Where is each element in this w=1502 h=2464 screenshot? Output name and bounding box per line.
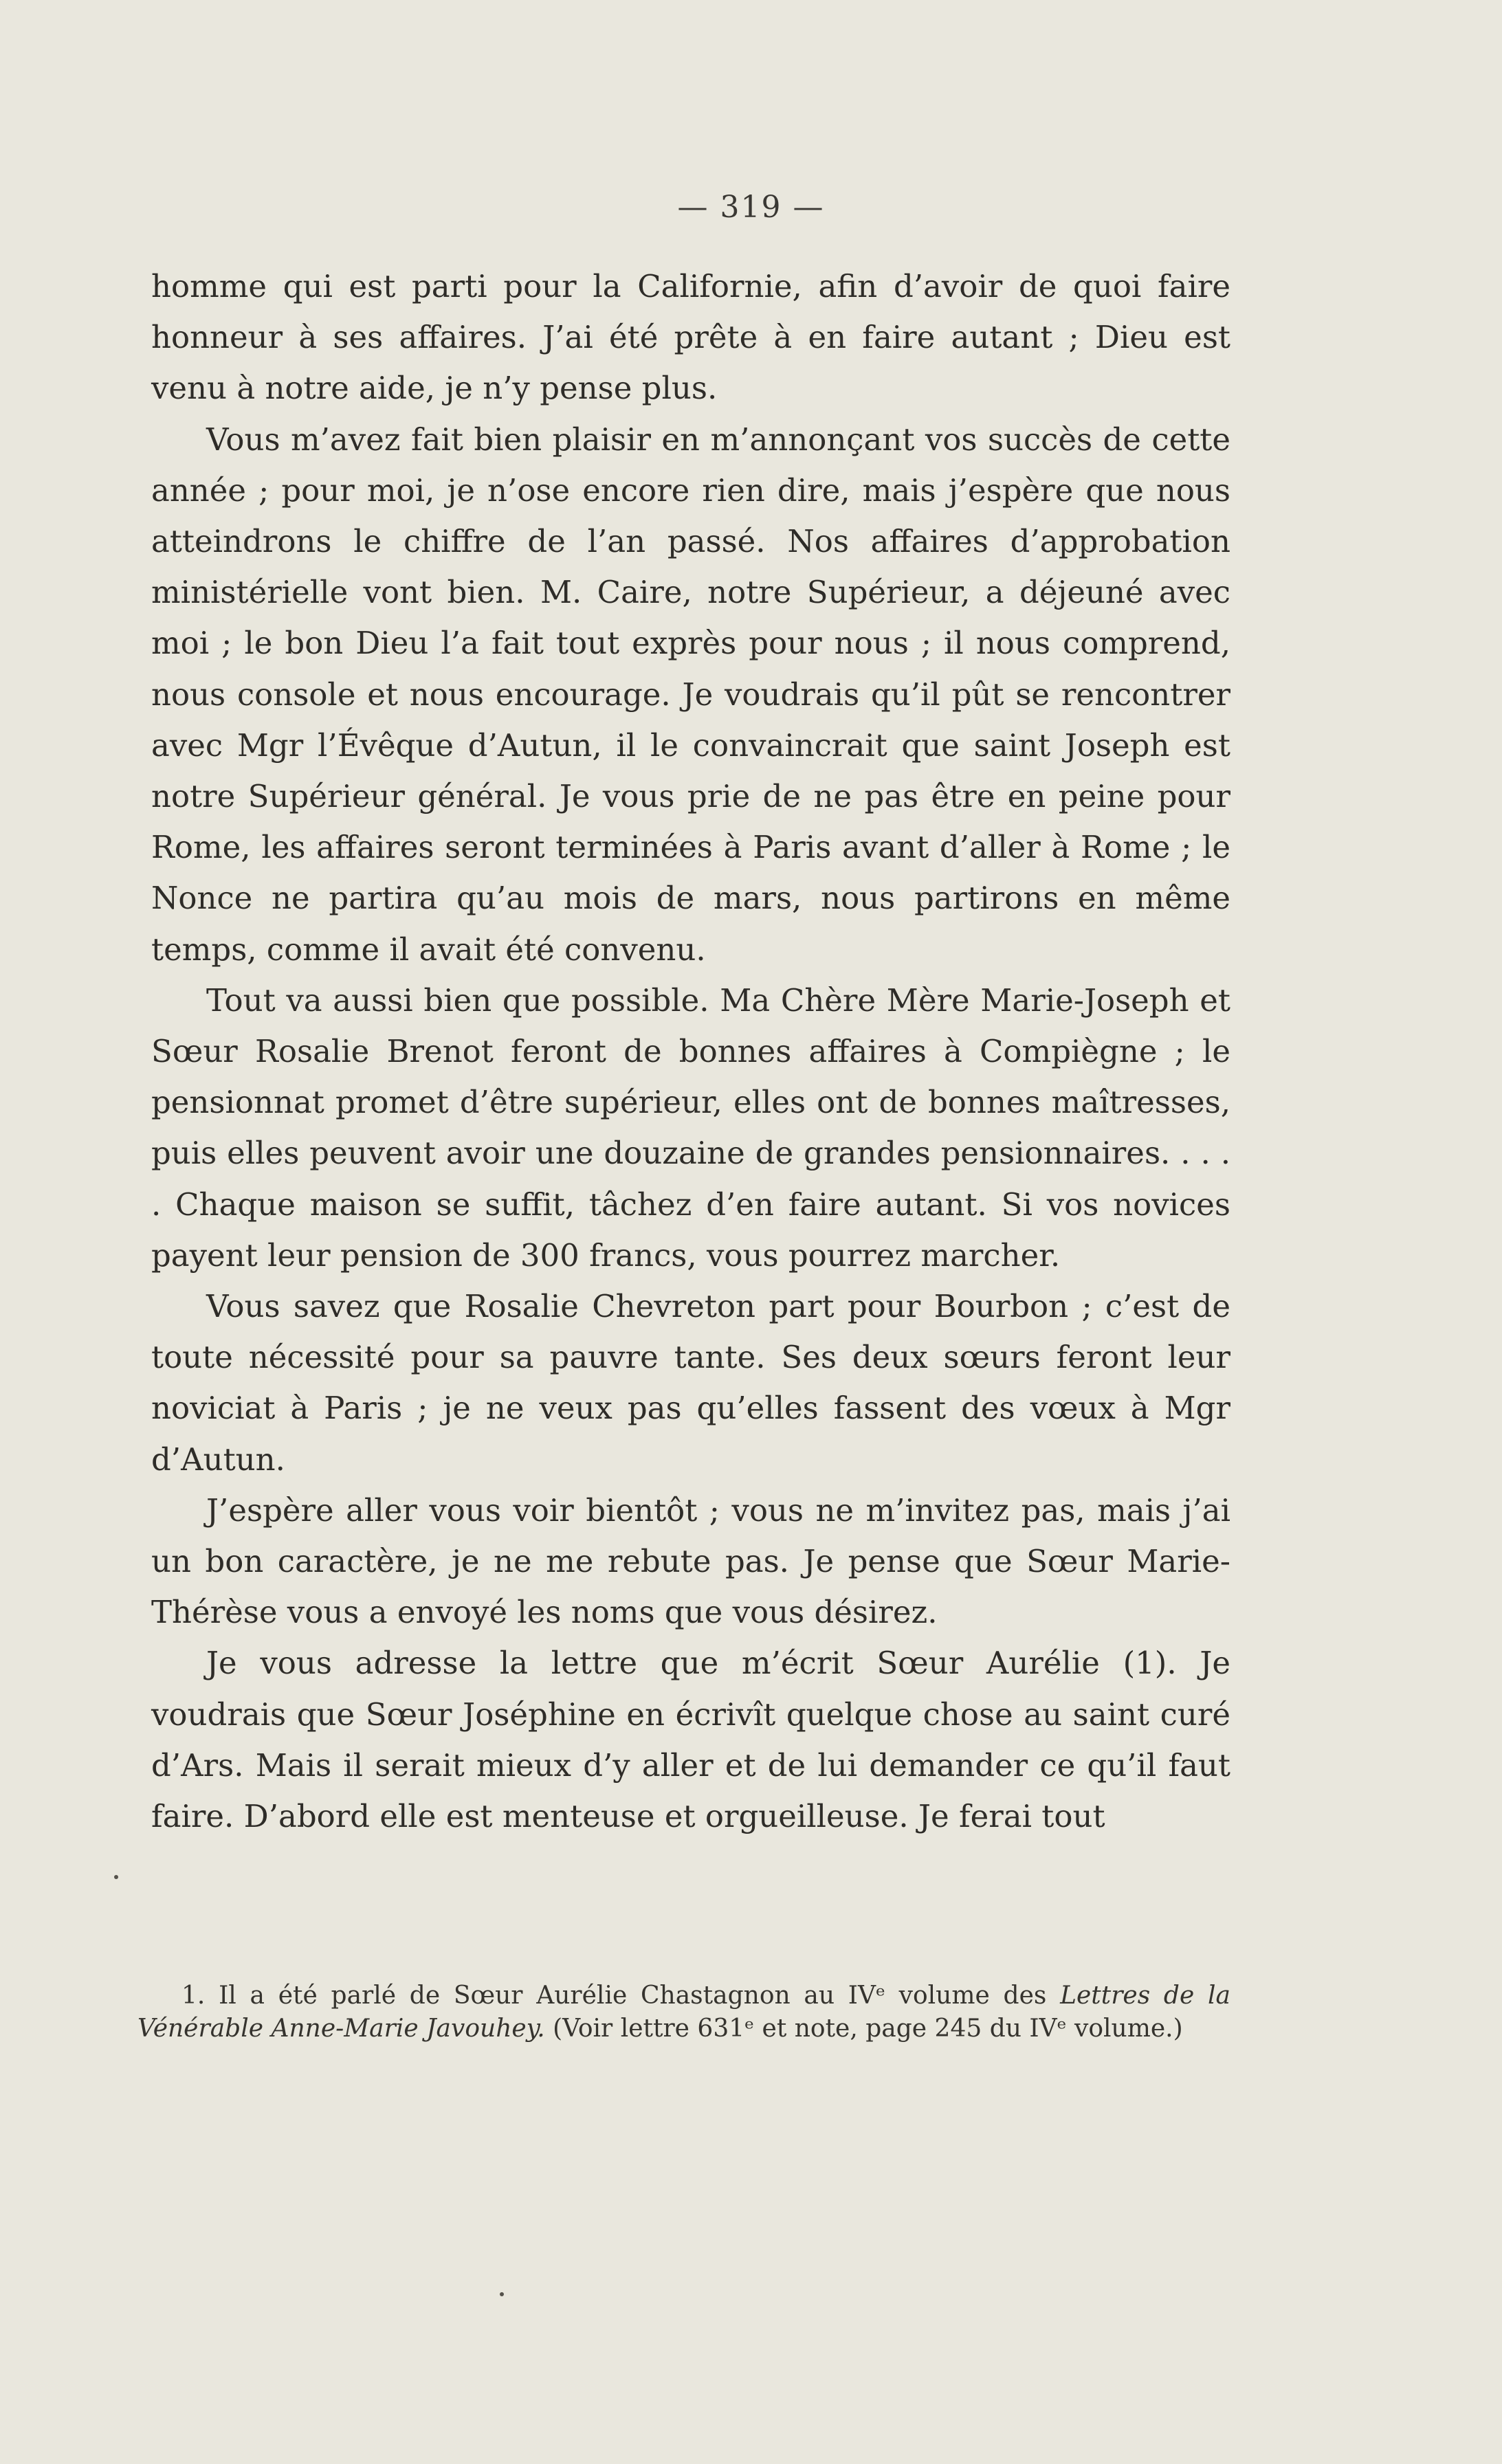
paragraph: Tout va aussi bien que possible. Ma Chère Mère Marie-Joseph et Sœur Rosalie Brenot feront de bonnes affaires à Compiègne ; le pensionnat promet d’être supérieur, elles ont de bonnes maîtresses, puis elles peuvent avoir une douzaine de grandes pensionnaires. . . . . Chaque maison se suffit, tâchez d’en faire autant. Si vos novices payent leur pension de 300 francs, vous pourrez marcher. bbox=[151, 981, 1230, 1274]
footnote bbox=[137, 1979, 1230, 2045]
paper-speck bbox=[114, 1875, 118, 1879]
footnote-text bbox=[137, 1979, 1230, 2045]
paper-speck bbox=[500, 2292, 504, 2296]
body-text bbox=[151, 261, 1230, 1842]
footnote-tail: (Voir lettre 631ᵉ et note, page 245 du IVᵉ volume.) bbox=[544, 2015, 1183, 2043]
paragraph: Vous m’avez fait bien plaisir en m’annonçant vos succès de cette année ; pour moi, je n’ose encore rien dire, mais j’espère que nous atteindrons le chiffre de l’an passé. Nos affaires d’approbation ministérielle vont bien. M. Caire, notre Supérieur, a déjeuné avec moi ; le bon Dieu l’a fait tout exprès pour nous ; il nous comprend, nous console et nous encourage. Je voudrais qu’il pût se rencontrer avec Mgr l’Évêque d’Autun, il le convaincrait que saint Joseph est notre Supérieur général. Je vous prie de ne pas être en peine pour Rome, les affaires seront terminées à Paris avant d’aller à Rome ; le Nonce ne partira qu’au mois de mars, nous partirons en même temps, comme il avait été convenu. bbox=[151, 421, 1230, 968]
paragraph-continued: homme qui est parti pour la Californie, afin d’avoir de quoi faire honneur à ses affaires. J’ai été prête à en faire autant ; Dieu est venu à notre aide, je n’y pense plus. bbox=[151, 268, 1230, 407]
footnote-book-title: Lettres de la Vénérable Anne-Marie Javouhey. bbox=[137, 1982, 1230, 2043]
paragraph: Je vous adresse la lettre que m’écrit Sœur Aurélie (1). Je voudrais que Sœur Joséphine en écrivît quelque chose au saint curé d’Ars. Mais il serait mieux d’y aller et de lui demander ce qu’il faut faire. D’abord elle est menteuse et orgueilleuse. Je ferai tout bbox=[151, 1645, 1230, 1835]
paragraph: Vous savez que Rosalie Chevreton part pour Bourbon ; c’est de toute nécessité pour sa pauvre tante. Ses deux sœurs feront leur noviciat à Paris ; je ne veux pas qu’elles fassent des vœux à Mgr d’Autun. bbox=[151, 1288, 1230, 1478]
page-number: — 319 — bbox=[677, 190, 825, 225]
paragraph: J’espère aller vous voir bientôt ; vous ne m’invitez pas, mais j’ai un bon caractère, je ne me rebute pas. Je pense que Sœur Marie-Thérèse vous a envoyé les noms que vous désirez. bbox=[151, 1491, 1230, 1631]
footnote-lead: 1. Il a été parlé de Sœur Aurélie Chastagnon au IVᵉ volume des bbox=[181, 1982, 1061, 2010]
